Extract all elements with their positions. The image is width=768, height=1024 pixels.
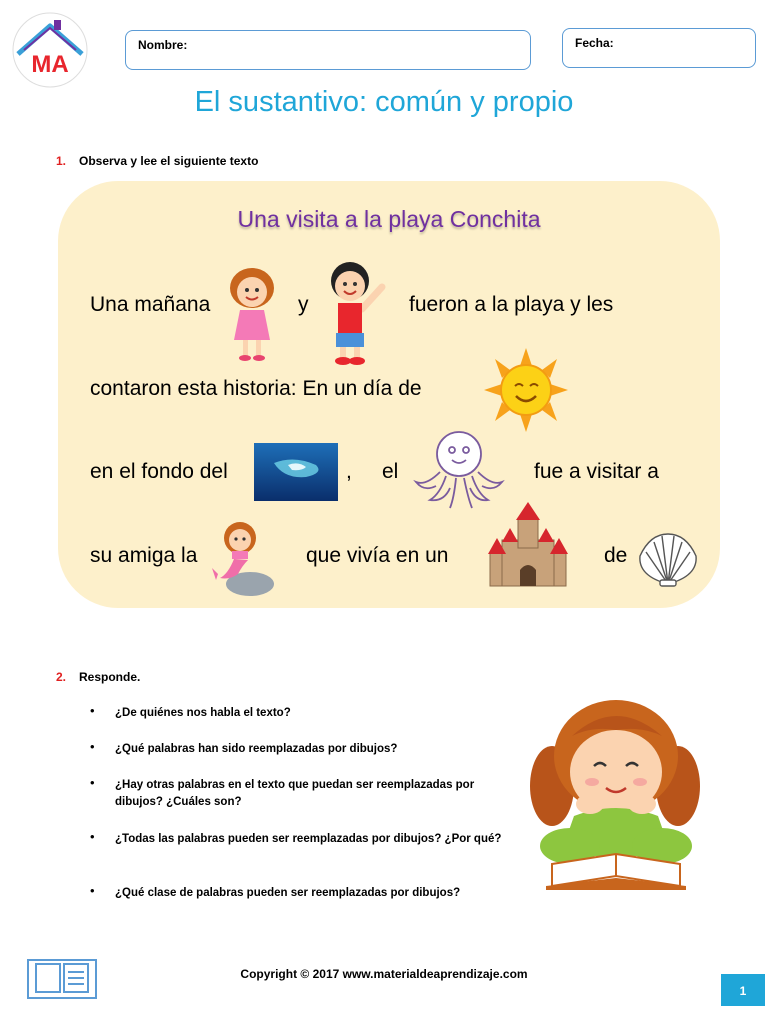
ocean-icon <box>254 443 338 501</box>
story-text: fue a visitar a <box>534 460 659 483</box>
footer-copyright: Copyright © 2017 www.materialdeaprendizaje.com <box>240 967 528 981</box>
sun-icon <box>480 348 572 432</box>
story-text: contaron esta historia: En un día de <box>90 377 422 400</box>
sun-image <box>480 348 572 432</box>
castle-image <box>484 500 572 588</box>
question-5: ¿Qué clase de palabras pueden ser reemplazadas por dibujos? <box>115 887 461 899</box>
boy-image <box>322 259 390 367</box>
name-field[interactable] <box>125 30 531 70</box>
date-label: Fecha: <box>575 36 614 50</box>
castle-icon <box>484 500 572 588</box>
date-field[interactable] <box>562 28 756 68</box>
bullet: • <box>90 829 95 844</box>
mermaid-icon <box>210 520 274 596</box>
section1-instruction: Observa y lee el siguiente texto <box>79 154 259 168</box>
shell-image <box>636 532 700 588</box>
octopus-icon <box>410 428 508 510</box>
shell-icon <box>636 532 700 588</box>
reading-girl-image <box>522 696 708 892</box>
story-text: fueron a la playa y les <box>409 293 614 316</box>
story-text: en el fondo del <box>90 460 228 483</box>
page-title: El sustantivo: común y propio <box>194 86 574 118</box>
question-3: ¿Hay otras palabras en el texto que puedan ser reemplazadas por dibujos? ¿Cuáles son? <box>115 779 475 808</box>
story-text: de <box>604 544 628 567</box>
story-text: , <box>346 460 352 483</box>
bullet: • <box>90 775 95 790</box>
page-number: 1 <box>721 974 765 1006</box>
question-2: ¿Qué palabras han sido reemplazadas por dibujos? <box>115 743 398 755</box>
svg-text:MA: MA <box>31 51 69 78</box>
story-text: el <box>382 460 399 483</box>
octopus-image <box>410 428 508 510</box>
question-4: ¿Todas las palabras pueden ser reemplazadas por dibujos? ¿Por qué? <box>115 833 502 845</box>
question-1: ¿De quiénes nos habla el texto? <box>115 707 291 719</box>
reading-girl-icon <box>522 696 708 892</box>
bullet: • <box>90 883 95 898</box>
girl-icon <box>226 266 278 364</box>
story-text: y <box>298 293 309 316</box>
section2-instruction: Responde. <box>79 670 141 684</box>
section1-number: 1. <box>56 154 67 168</box>
story-text: Una mañana <box>90 293 211 316</box>
name-label: Nombre: <box>138 38 188 52</box>
bullet: • <box>90 739 95 754</box>
girl-image <box>226 266 278 364</box>
story-text: su amiga la <box>90 544 198 567</box>
logo <box>10 10 90 90</box>
bullet: • <box>90 703 95 718</box>
section2-number: 2. <box>56 670 67 684</box>
story-title: Una visita a la playa Conchita <box>237 206 541 232</box>
mermaid-image <box>210 520 274 596</box>
boy-icon <box>322 259 390 367</box>
ocean-image <box>254 443 338 501</box>
story-text: que vivía en un <box>306 544 449 567</box>
logo-house-icon <box>10 10 90 90</box>
